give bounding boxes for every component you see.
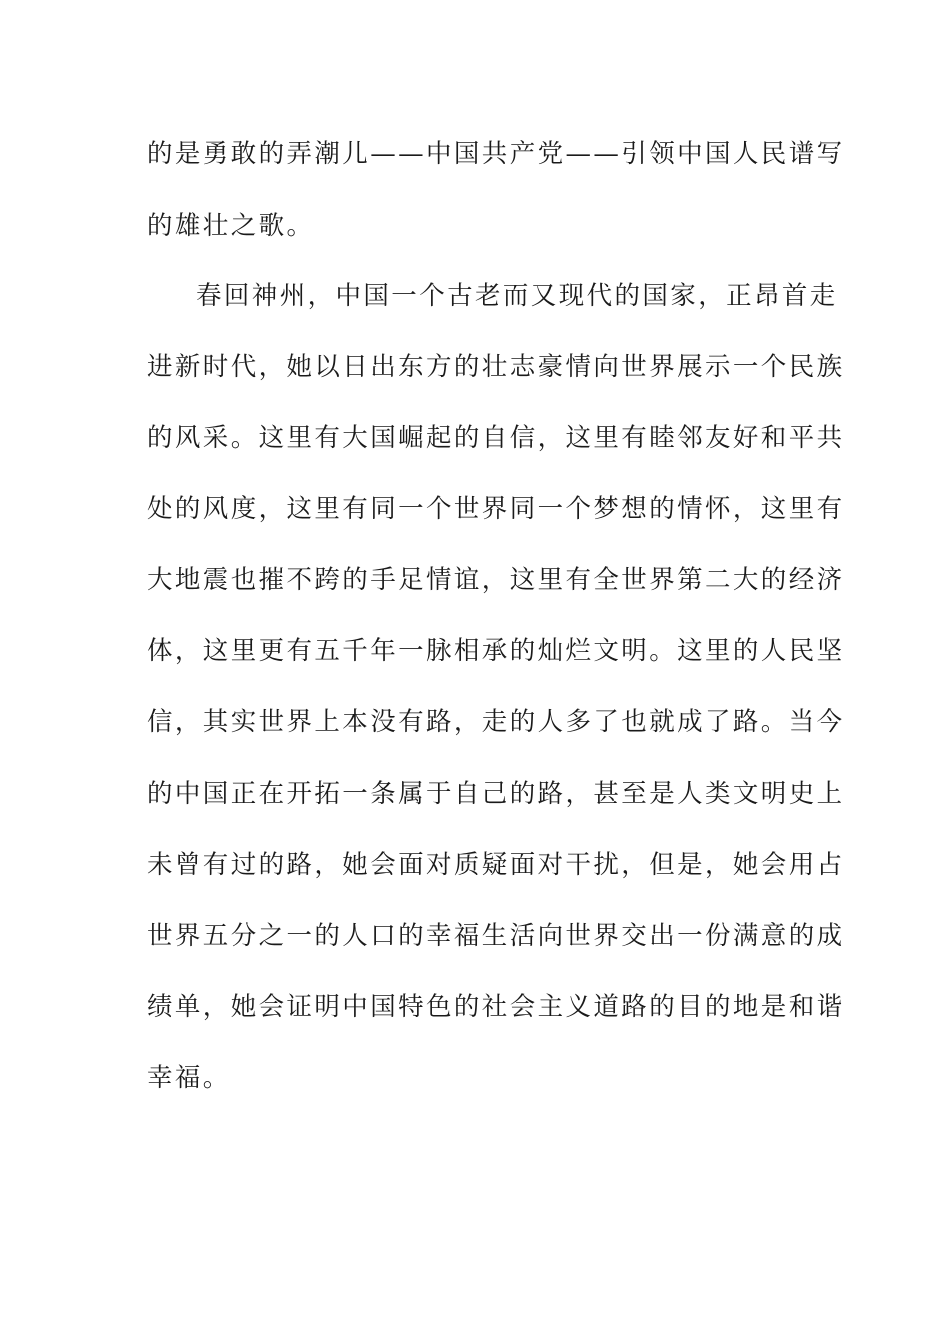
paragraph-2-line-10: 世界五分之一的人口的幸福生活向世界交出一份满意的成: [147, 921, 845, 951]
paragraph-2-line-6: 体，这里更有五千年一脉相承的灿烂文明。这里的人民坚: [147, 636, 845, 666]
paragraph-2-line-3: 的风采。这里有大国崛起的自信，这里有睦邻友好和平共: [147, 423, 845, 453]
paragraph-1-line-2: 的雄壮之歌。: [147, 211, 315, 241]
paragraph-1-line-1: 的是勇敢的弄潮儿——中国共产党——引领中国人民谱写: [147, 139, 845, 169]
paragraph-2-line-12: 幸福。: [147, 1063, 231, 1093]
paragraph-2-line-8: 的中国正在开拓一条属于自己的路，甚至是人类文明史上: [147, 779, 845, 809]
paragraph-2-line-9: 未曾有过的路，她会面对质疑面对干扰，但是，她会用占: [147, 850, 845, 880]
paragraph-2-line-2: 进新时代，她以日出东方的壮志豪情向世界展示一个民族: [147, 352, 845, 382]
paragraph-2-line-1: 春回神州，中国一个古老而又现代的国家，正昂首走: [196, 281, 838, 311]
paragraph-2-line-5: 大地震也摧不跨的手足情谊，这里有全世界第二大的经济: [147, 565, 845, 595]
paragraph-2-line-11: 绩单，她会证明中国特色的社会主义道路的目的地是和谐: [147, 992, 845, 1022]
paragraph-2-line-4: 处的风度，这里有同一个世界同一个梦想的情怀，这里有: [147, 494, 845, 524]
paragraph-2-line-7: 信，其实世界上本没有路，走的人多了也就成了路。当今: [147, 707, 845, 737]
